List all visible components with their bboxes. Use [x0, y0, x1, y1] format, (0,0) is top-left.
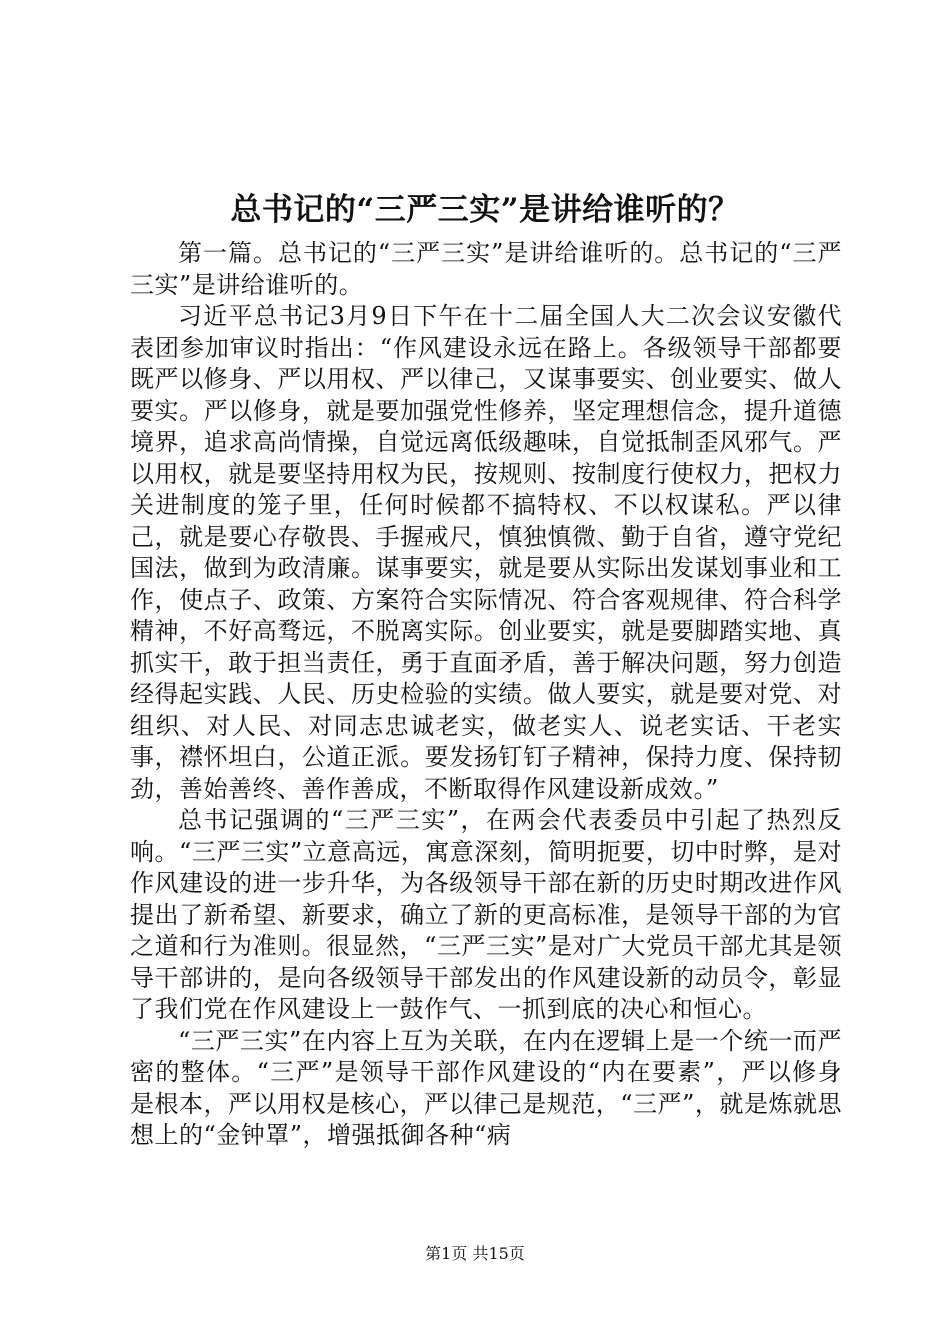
- document-body: [130, 238, 842, 1152]
- paragraph-2: 习近平总书记3月9日下午在十二届全国人大二次会议安徽代表团参加审议时指出：“作风建设永远在路上。各级领导干部都要既严以修身、严以用权、严以律己，又谋事要实、创业要实、做人要实。严以修身，就是要加强党性修养，坚定理想信念，提升道德境界，追求高尚情操，自觉远离低级趣味，自觉抵制歪风邪气。严以用权，就是要坚持用权为民，按规则、按制度行使权力，把权力关进制度的笼子里，任何时候都不搞特权、不以权谋私。严以律己，就是要心存敬畏、手握戒尺，慎独慎微、勤于自省，遵守党纪国法，做到为政清廉。谋事要实，就是要从实际出发谋划事业和工作，使点子、政策、方案符合实际情况、符合客观规律、符合科学精神，不好高骛远，不脱离实际。创业要实，就是要脚踏实地、真抓实干，敢于担当责任，勇于直面矛盾，善于解决问题，努力创造经得起实践、人民、历史检验的实绩。做人要实，就是要对党、对组织、对人民、对同志忠诚老实，做老实人、说老实话、干老实事，襟怀坦白，公道正派。要发扬钉钉子精神，保持力度、保持韧劲，善始善终、善作善成，不断取得作风建设新成效。”: [130, 302, 842, 803]
- page-footer: 第1页 共15页: [425, 1244, 525, 1263]
- paragraph-1: 第一篇。总书记的“三严三实”是讲给谁听的。总书记的“三严三实”是讲给谁听的。: [130, 239, 842, 299]
- document-title: 总书记的“三严三实”是讲给谁听的？: [230, 192, 740, 228]
- paragraph-4: “三严三实”在内容上互为关联，在内在逻辑上是一个统一而严密的整体。“三严”是领导干部作风建设的“内在要素”，严以修身是根本，严以用权是核心，严以律己是规范，“三严”，就是炼就思想上的“金钟罩”，增强抵御各种“病: [130, 1026, 842, 1149]
- paragraph-3: 总书记强调的“三严三实”，在两会代表委员中引起了热烈反响。“三严三实”立意高远，寓意深刻，简明扼要，切中时弊，是对作风建设的进一步升华，为各级领导干部在新的历史时期改进作风提出了新希望、新要求，确立了新的更高标准，是领导干部的为官之道和行为准则。很显然，“三严三实”是对广大党员干部尤其是领导干部讲的，是向各级领导干部发出的作风建设新的动员令，彰显了我们党在作风建设上一鼓作气、一抓到底的决心和恒心。: [130, 806, 842, 1023]
